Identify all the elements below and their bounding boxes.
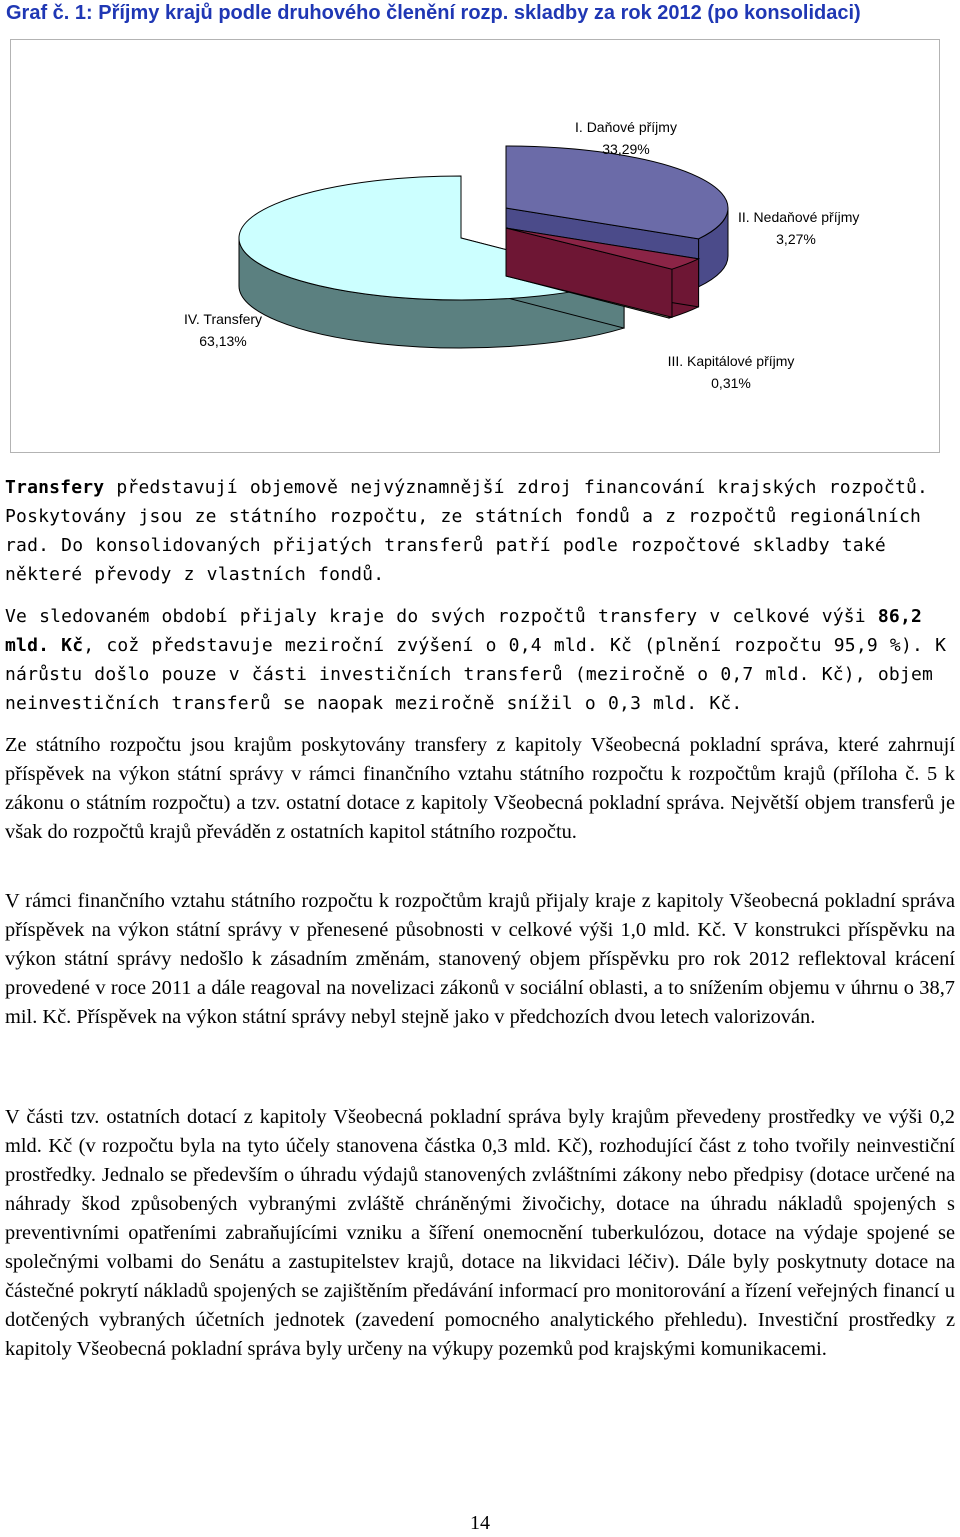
chart-label-transfery-name: IV. Transfery bbox=[183, 311, 263, 327]
chart-label-kapitalove-name: III. Kapitálové příjmy bbox=[667, 353, 795, 369]
chart-label-nedanove-value: 3,27% bbox=[776, 231, 816, 247]
paragraph-1-bold: Transfery bbox=[5, 477, 105, 498]
chart-label-danove-value: 33,29% bbox=[602, 141, 650, 157]
paragraph-3: Ze státního rozpočtu jsou krajům poskytovány transfery z kapitoly Všeobecná pokladní správa, které zahrnují příspěvek na výkon státní správy v rámci finančního vztahu státního rozpočtu k rozpočtům krajů (příloha č. 5 k zákonu o státním rozpočtu) a tzv. ostatní dotace z kapitoly Všeobecná pokladní správa. Největší objem transferů je však do rozpočtů krajů převáděn z ostatních kapitol státního rozpočtu. bbox=[5, 734, 955, 843]
chart-label-transfery bbox=[173, 308, 273, 352]
paragraph-2-bold: 86,2 mld. Kč bbox=[5, 606, 923, 656]
paragraph-1-text: představují objemově nejvýznamnější zdroj financování krajských rozpočtů. Poskytovány jsou ze státního rozpočtu, ze státních fondů a z rozpočtů regionálních rad. Do konsolidovaných přijatých transferů patří podle rozpočtové skladby také některé převody z vlastních fondů. bbox=[5, 477, 929, 585]
chart-label-transfery-value: 63,13% bbox=[199, 333, 247, 349]
paragraph-5: V části tzv. ostatních dotací z kapitoly Všeobecná pokladní správa byly krajům převedeny prostředky ve výši 0,2 mld. Kč (v rozpočtu byla na tyto účely stanovena částka 0,3 mld. Kč), rozhodující část z toho tvořily neinvestiční prostředky. Jednalo se především o úhradu výdajů stanovených zvláštními zákony nebo předpisy (dotace určené na náhrady škod způsobených vybranými zvláště chráněnými živočichy, dotace na úhradu nákladů spojených s preventivními opatřeními zabraňujícími vzniku a šíření onemocnění tuberkulózou, dotace na výdaje spojené se společnými volbami do Senátu a zastupitelstev krajů, dotace na likvidaci léčiv). Dále byly poskytnuty dotace na částečné pokrytí nákladů spojených se zajištěním předávání informací pro monitorování a řízení veřejných financí u dotčených vybraných účetních jednotek (zavedení pomocného analytického přehledu). Investiční prostředky z kapitoly Všeobecná pokladní správa byly určeny na výkupy pozemků pod krajskými komunikacemi. bbox=[5, 1106, 955, 1360]
page-number: 14 bbox=[470, 1512, 490, 1534]
paragraph-1 bbox=[5, 473, 955, 589]
paragraph-2-text-a: Ve sledovaném období přijaly kraje do svých rozpočtů transfery v celkové výši bbox=[5, 606, 878, 627]
paragraph-4: V rámci finančního vztahu státního rozpočtu k rozpočtům krajů přijaly kraje z kapitoly Všeobecná pokladní správa příspěvek na výkon státní správy v přenesené působnosti v celkové výši 1,0 mld. Kč. V konstrukci příspěvku na výkon státní správy nedošlo k zásadním změnám, stanovený objem příspěvku pro rok 2012 reflektoval krácení provedené v roce 2011 a dále reagoval na novelizaci zákonů v sociální oblasti, a to snížením objemu v úhrnu o 38,7 mil. Kč. Příspěvek na výkon státní správy nebyl stejně jako v předchozích dvou letech valorizován. bbox=[5, 890, 955, 1028]
figure-caption: Graf č. 1: Příjmy krajů podle druhového členění rozp. skladby za rok 2012 (po konsolidaci) bbox=[6, 2, 861, 24]
paragraph-2 bbox=[5, 602, 955, 718]
chart-label-nedanove-name: II. Nedaňové příjmy bbox=[738, 209, 860, 225]
chart-label-nedanove bbox=[738, 206, 860, 250]
chart-label-kapitalove bbox=[666, 350, 796, 394]
chart-label-danove-name: I. Daňové příjmy bbox=[575, 119, 677, 135]
chart-label-kapitalove-value: 0,31% bbox=[711, 375, 751, 391]
paragraph-2-text-b: , což představuje meziroční zvýšení o 0,4 mld. Kč (plnění rozpočtu 95,9 %). K nárůstu došlo pouze v části investičních transferů (meziročně o 0,7 mld. Kč), objem neinvestičních transferů se naopak meziročně snížil o 0,3 mld. Kč. bbox=[5, 635, 947, 714]
chart-label-danove bbox=[566, 116, 686, 160]
pie-chart bbox=[10, 39, 940, 453]
